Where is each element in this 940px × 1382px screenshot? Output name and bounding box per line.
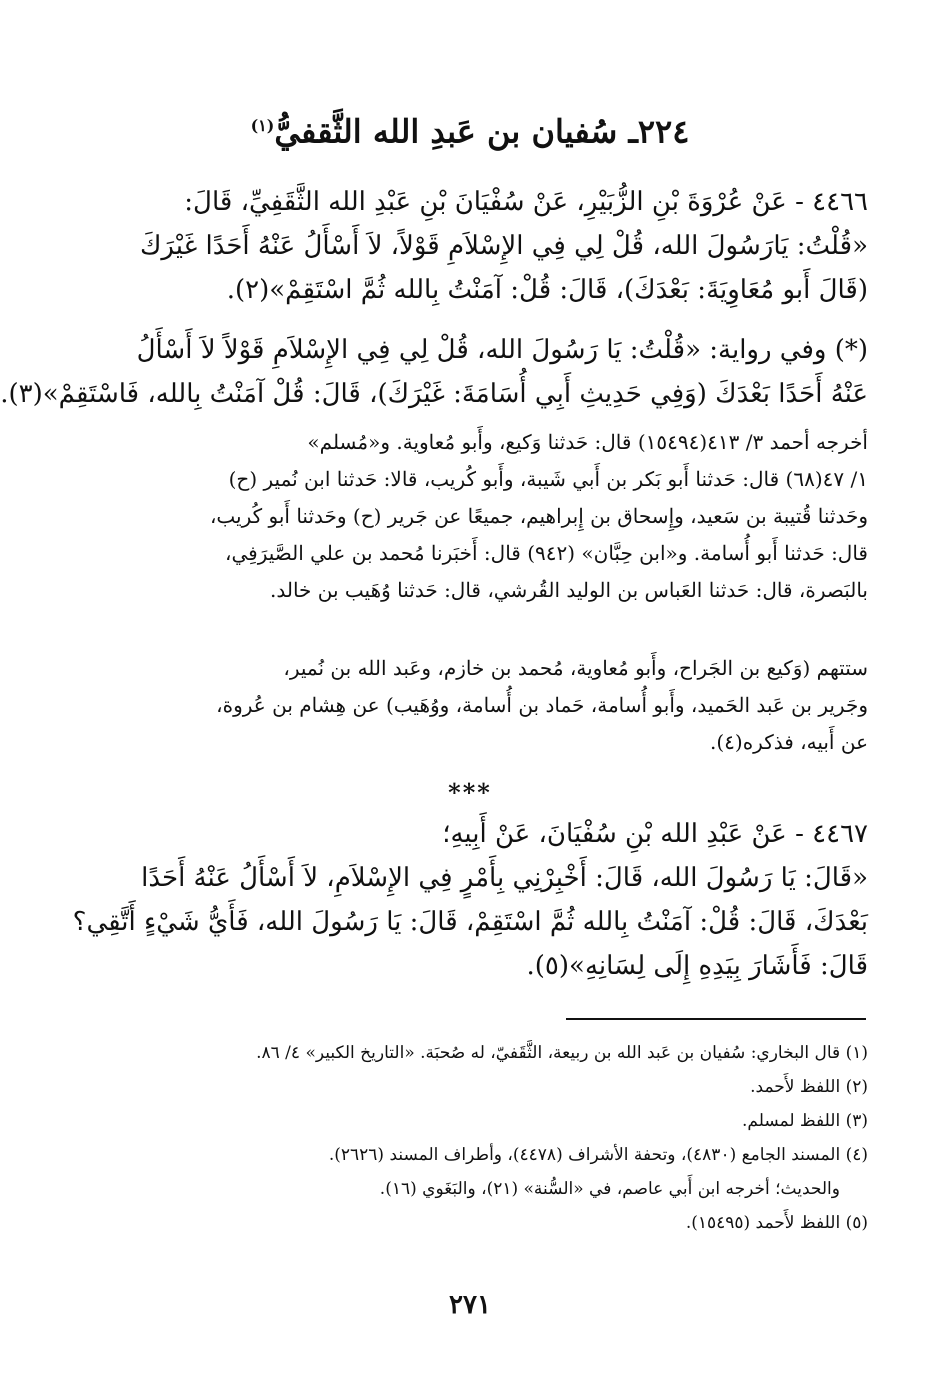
footnote-item: (٣) اللفظ لمسلم.	[741, 1111, 868, 1131]
footnote-item: (٢) اللفظ لأَحمد.	[750, 1077, 868, 1097]
chapter-title-text: ٢٢٤ـ سُفيان بن عَبدِ الله الثَّقفيُّ	[274, 112, 690, 151]
hadith-4467-line: بَعْدَكَ، قَالَ: قُلْ: آمَنْتُ بِالله ثُمَّ اسْتَقِمْ، قَالَ: يَا رَسُولَ الله، فَأَيُّ شَيْءٍ أَتَّقِي؟	[72, 907, 868, 937]
sitta-line: ستتهم (وَكيع بن الجَراح، وأَبو مُعاوية، مُحمد بن خازم، وعَبد الله بن نُمير،	[283, 656, 868, 680]
hadith-4466-line: ٤٤٦٦ - عَنْ عُرْوَةَ بْنِ الزُّبَيْرِ، عَنْ سُفْيَانَ بْنِ عَبْدِ الله الثَّقَفِيِّ، قَالَ:	[184, 187, 868, 217]
hadith-4466-line: (قَالَ أَبو مُعَاوِيَةَ: بَعْدَكَ)، قَالَ: قُلْ: آمَنْتُ بِالله ثُمَّ اسْتَقِمْ»(٢).	[226, 275, 868, 305]
hadith-4467-line: «قَالَ: يَا رَسُولَ الله، قَالَ: أَخْبِرْنِي بِأَمْرٍ فِي الإِسْلاَمِ، لاَ أَسْأَلُ عَنْهُ أَحَدًا	[141, 863, 868, 893]
footnote-item: (١) قال البخاري: سُفيان بن عَبد الله بن ربيعة، الثَّقَفيّ، له صُحبَة. «التاريخ الكبير» ٤/ ٨٦.	[256, 1043, 868, 1063]
takhrij-line: أخرجه أحمد ٣/ ٤١٣(١٥٤٩٤) قال: حَدثنا وَكيع، وأَبو مُعاوية. و«مُسلم»	[307, 430, 868, 454]
footnotes	[128, 1036, 868, 1240]
hadith-4466	[128, 180, 868, 312]
hadith-4467-line: ٤٤٦٧ - عَنْ عَبْدِ الله بْنِ سُفْيَانَ، عَنْ أَبِيهِ؛	[442, 819, 868, 849]
hadith-4466-sitta	[128, 650, 868, 761]
footnote-item: (٥) اللفظ لأَحمد (١٥٤٩٥).	[685, 1213, 868, 1233]
sitta-line: عن أَبيه، فذكره(٤).	[709, 730, 868, 754]
hadith-4466-line: «قُلْتُ: يَارَسُولَ الله، قُلْ لِي فِي الإِسْلاَمِ قَوْلاً، لاَ أَسْأَلُ عَنْهُ أَحَدًا غَيْرَكَ	[140, 231, 868, 261]
sitta-line: وجَرير بن عَبد الحَميد، وأَبو أُسامة، حَماد بن أُسامة، ووُهَيب) عن هِشام بن عُروة،	[216, 693, 868, 717]
hadith-4467	[72, 812, 868, 988]
riwaya-line: عَنْهُ أَحَدًا بَعْدَكَ (وَفِي حَدِيثِ أَبِي أُسَامَةَ: غَيْرَكَ)، قَالَ: قُلْ آمَنْتُ بِالله، فَاسْتَقِمْ»(٣).	[0, 379, 868, 409]
riwaya-line: (*) وفي رواية: «قُلْتُ: يَا رَسُولَ الله، قُلْ لِي فِي الإِسْلاَمِ قَوْلاً لاَ أَسْأَلُ	[136, 335, 868, 365]
footnote-divider	[566, 1018, 866, 1020]
chapter-footnote-ref: (١)	[250, 116, 275, 135]
chapter-title	[60, 102, 880, 156]
footnote-item: والحديث؛ أخرجه ابن أَبي عاصم، في «السُّنة» (٢١)، والبَغَوي (١٦).	[379, 1179, 840, 1199]
takhrij-line: ١/ ٤٧(٦٨) قال: حَدثنا أَبو بَكر بن أَبي شَيبة، وأَبو كُريب، قالا: حَدثنا ابن نُمير (ح)	[228, 467, 868, 491]
page-number: ٢٧١	[449, 1290, 491, 1320]
hadith-4466-riwaya	[0, 328, 868, 416]
takhrij-line: بالبَصرة، قال: حَدثنا العَباس بن الوليد القُرشي، قال: حَدثنا وُهَيب بن خالد.	[270, 578, 868, 602]
takhrij-line: وحَدثنا قُتيبة بن سَعيد، وإِسحاق بن إِبراهيم، جميعًا عن جَرير (ح) وحَدثنا أَبو كُريب،	[209, 504, 868, 528]
section-separator: ***	[448, 778, 492, 807]
footnote-item: (٤) المسند الجامع (٤٨٣٠)، وتحفة الأشراف (٤٤٧٨)، وأطراف المسند (٢٦٢٦).	[328, 1145, 868, 1165]
hadith-4466-takhrij	[128, 424, 868, 609]
takhrij-line: قال: حَدثنا أَبو أُسامة. و«ابن حِبَّان» (٩٤٢) قال: أَخبَرنا مُحمد بن علي الصَّيرَفِي،	[225, 541, 868, 565]
hadith-4467-line: قَالَ: فَأَشَارَ بِيَدِهِ إِلَى لِسَانِهِ»(٥).	[526, 951, 868, 981]
